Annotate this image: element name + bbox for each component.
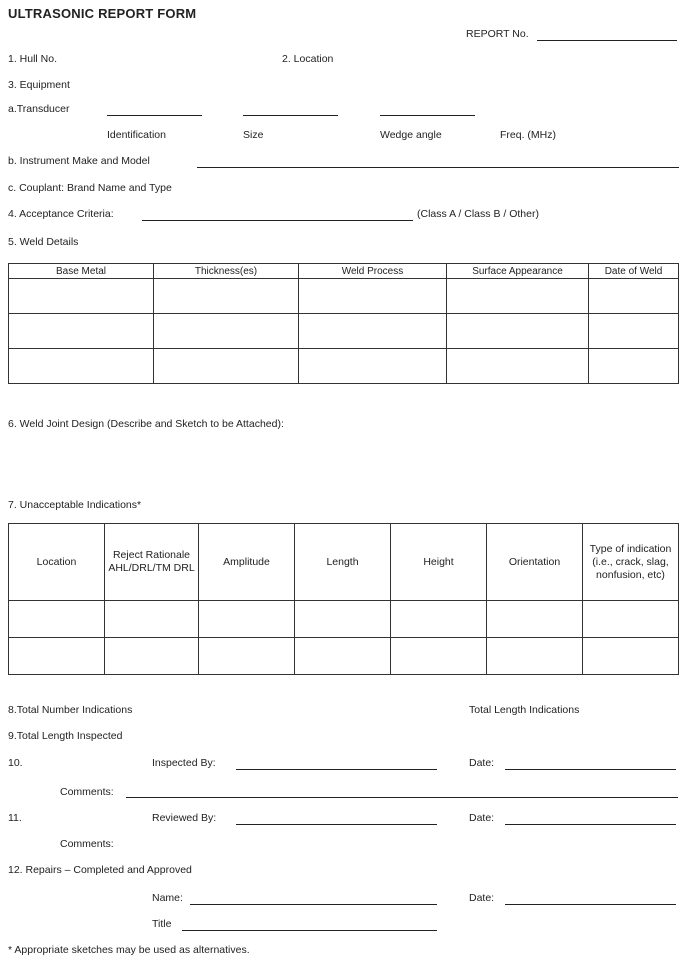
table-row — [9, 638, 679, 675]
acceptance-class-label: (Class A / Class B / Other) — [417, 208, 539, 220]
couplant-label: c. Couplant: Brand Name and Type — [8, 182, 172, 194]
ind-header-type: Type of indication (i.e., crack, slag, nonfusion, etc) — [583, 524, 679, 601]
table-cell[interactable] — [391, 638, 487, 675]
table-cell[interactable] — [199, 638, 295, 675]
unacceptable-indications-label: 7. Unacceptable Indications* — [8, 499, 142, 511]
table-cell[interactable] — [583, 601, 679, 638]
title-label: Title — [152, 918, 172, 930]
table-cell[interactable] — [295, 601, 391, 638]
reviewed-date-field[interactable] — [505, 824, 676, 825]
table-cell[interactable] — [487, 601, 583, 638]
table-cell[interactable] — [199, 601, 295, 638]
acceptance-criteria-field[interactable] — [142, 220, 413, 221]
table-cell[interactable] — [295, 638, 391, 675]
table-cell[interactable] — [447, 279, 589, 314]
reviewed-by-field[interactable] — [236, 824, 437, 825]
name-label: Name: — [152, 892, 183, 904]
comments-label: Comments: — [60, 786, 114, 798]
footnote: * Appropriate sketches may be used as alternatives. — [8, 944, 250, 956]
equipment-label: 3. Equipment — [8, 79, 70, 91]
weld-header-process: Weld Process — [299, 264, 447, 279]
total-length-inspected-label: 9.Total Length Inspected — [8, 730, 123, 742]
table-row — [9, 314, 679, 349]
ind-header-length: Length — [295, 524, 391, 601]
ind-header-amplitude: Amplitude — [199, 524, 295, 601]
weld-header-base-metal: Base Metal — [9, 264, 154, 279]
table-cell[interactable] — [9, 279, 154, 314]
table-cell[interactable] — [105, 601, 199, 638]
weld-details-table — [8, 263, 679, 384]
table-cell[interactable] — [9, 638, 105, 675]
weld-details-label: 5. Weld Details — [8, 236, 79, 248]
table-cell[interactable] — [589, 314, 679, 349]
inspected-date-label: Date: — [469, 757, 495, 769]
instrument-label: b. Instrument Make and Model — [8, 155, 150, 167]
item-10-number: 10. — [8, 757, 23, 769]
ind-header-reject-rationale: Reject Rationale AHL/DRL/TM DRL — [105, 524, 199, 601]
table-cell[interactable] — [299, 349, 447, 384]
acceptance-criteria-label: 4. Acceptance Criteria: — [8, 208, 114, 220]
comments-field[interactable] — [126, 797, 678, 798]
reviewed-date-label: Date: — [469, 812, 495, 824]
weld-header-date: Date of Weld — [589, 264, 679, 279]
table-cell[interactable] — [447, 314, 589, 349]
table-cell[interactable] — [447, 349, 589, 384]
table-cell[interactable] — [105, 638, 199, 675]
inspected-date-field[interactable] — [505, 769, 676, 770]
reviewed-by-label: Reviewed By: — [152, 812, 217, 824]
wedge-angle-label: Wedge angle — [380, 129, 442, 141]
report-no-label: REPORT No. — [466, 28, 529, 40]
form-title: ULTRASONIC REPORT FORM — [8, 6, 197, 21]
ind-header-height: Height — [391, 524, 487, 601]
ind-header-location: Location — [9, 524, 105, 601]
table-cell[interactable] — [154, 349, 299, 384]
table-cell[interactable] — [589, 279, 679, 314]
item-11-number: 11. — [8, 812, 22, 824]
table-cell[interactable] — [154, 314, 299, 349]
inspected-by-field[interactable] — [236, 769, 437, 770]
table-cell[interactable] — [299, 279, 447, 314]
report-no-field[interactable] — [537, 40, 677, 41]
table-cell[interactable] — [589, 349, 679, 384]
location-label: 2. Location — [282, 53, 334, 65]
weld-joint-design-label: 6. Weld Joint Design (Describe and Sketch to be Attached): — [8, 418, 284, 430]
table-row — [9, 279, 679, 314]
weld-header-row — [9, 264, 679, 279]
repairs-name-field[interactable] — [190, 904, 437, 905]
inspected-by-label: Inspected By: — [152, 757, 216, 769]
table-cell[interactable] — [9, 349, 154, 384]
table-cell[interactable] — [154, 279, 299, 314]
indications-table — [8, 523, 679, 675]
table-row — [9, 601, 679, 638]
table-cell[interactable] — [583, 638, 679, 675]
repairs-title-field[interactable] — [182, 930, 437, 931]
transducer-identification-field[interactable] — [107, 115, 202, 116]
comments-2-label: Comments: — [60, 838, 114, 850]
transducer-label: a.Transducer — [8, 103, 70, 115]
table-cell[interactable] — [9, 314, 154, 349]
repairs-date-field[interactable] — [505, 904, 676, 905]
repairs-label: 12. Repairs – Completed and Approved — [8, 864, 192, 876]
table-cell[interactable] — [9, 601, 105, 638]
repairs-date-label: Date: — [469, 892, 495, 904]
total-length-indications-label: Total Length Indications — [469, 704, 580, 716]
table-cell[interactable] — [487, 638, 583, 675]
total-number-indications-label: 8.Total Number Indications — [8, 704, 133, 716]
table-cell[interactable] — [299, 314, 447, 349]
transducer-wedge-angle-field[interactable] — [380, 115, 475, 116]
ind-header-row — [9, 524, 679, 601]
hull-no-label: 1. Hull No. — [8, 53, 58, 65]
freq-label: Freq. (MHz) — [500, 129, 556, 141]
table-row — [9, 349, 679, 384]
size-label: Size — [243, 129, 264, 141]
weld-header-surface: Surface Appearance — [447, 264, 589, 279]
table-cell[interactable] — [391, 601, 487, 638]
instrument-field[interactable] — [197, 167, 679, 168]
identification-label: Identification — [107, 129, 166, 141]
weld-header-thickness: Thickness(es) — [154, 264, 299, 279]
ind-header-orientation: Orientation — [487, 524, 583, 601]
transducer-size-field[interactable] — [243, 115, 338, 116]
